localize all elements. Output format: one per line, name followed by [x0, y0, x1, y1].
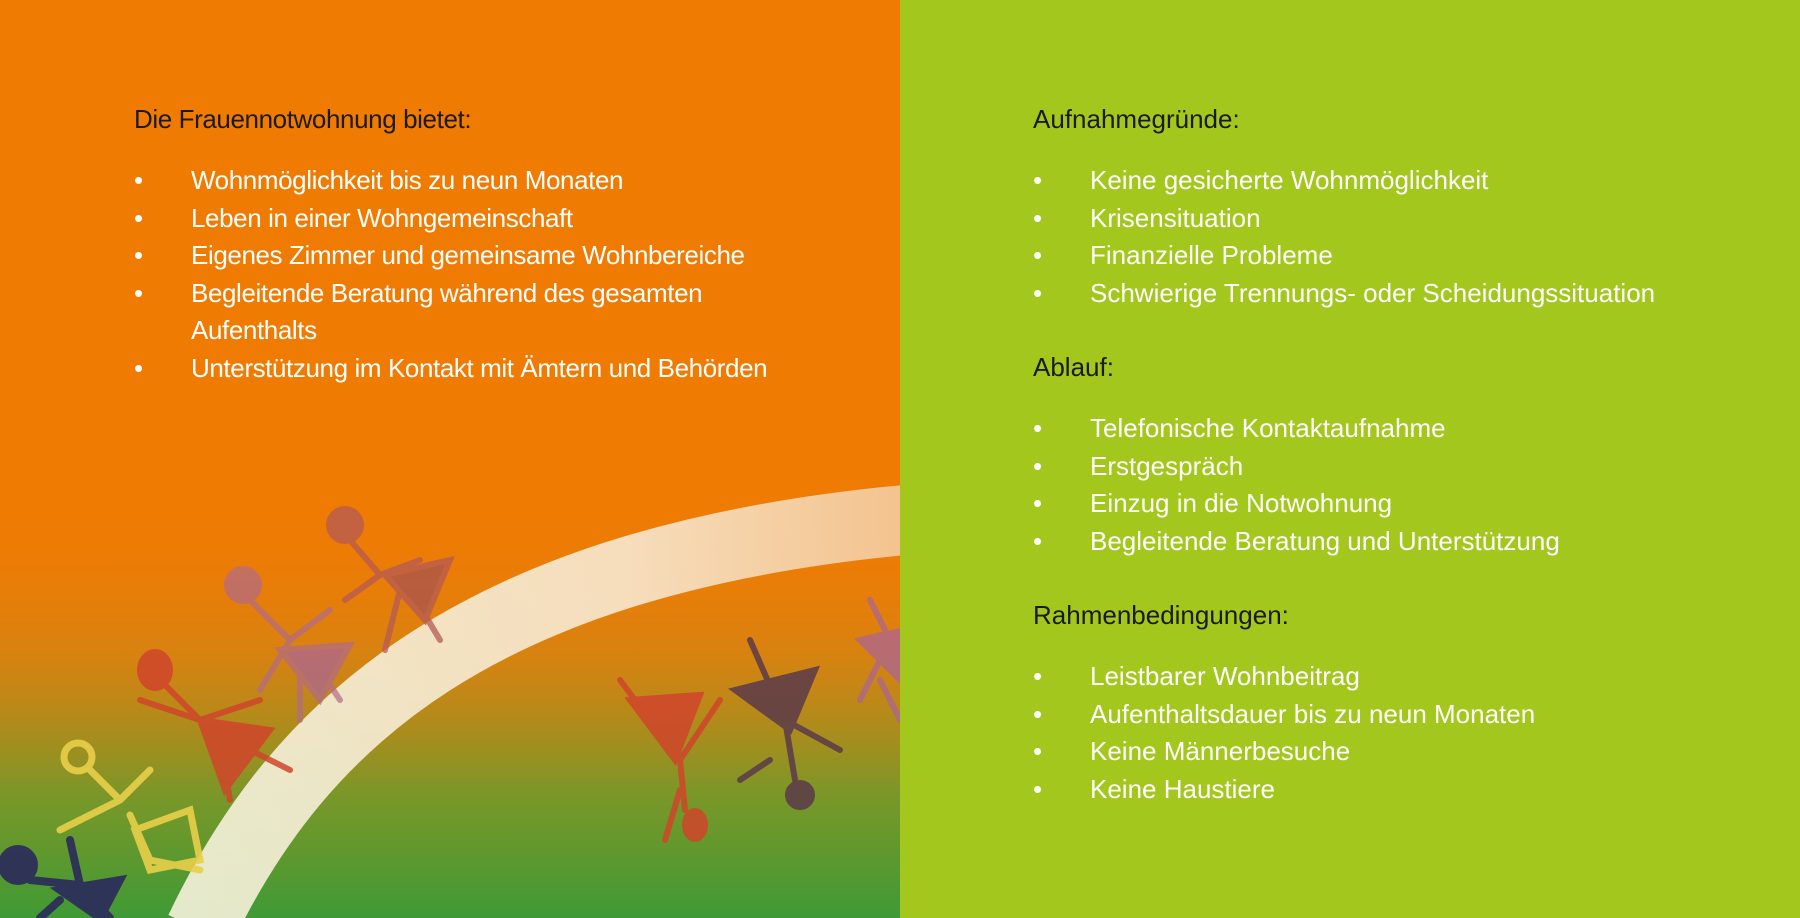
offer-section — [134, 102, 854, 425]
list-item: • Einzug in die Notwohnung — [1033, 485, 1753, 523]
bullet-icon: • — [134, 240, 143, 270]
list-item: • Keine Männerbesuche — [1033, 733, 1753, 771]
bullet-icon: • — [1033, 661, 1043, 691]
procedure-section — [1033, 350, 1753, 560]
list-item: • Telefonische Kontaktaufnahme — [1033, 410, 1753, 448]
list-item: • Keine Haustiere — [1033, 771, 1753, 809]
conditions-heading: Rahmenbedingungen: — [1033, 600, 1289, 630]
bullet-icon: • — [1033, 525, 1043, 556]
conditions-section — [1033, 598, 1753, 808]
bullet-icon: • — [1033, 773, 1043, 804]
list-item: • Leben in einer Wohngemeinschaft — [134, 200, 854, 238]
list-item: • Wohnmöglichkeit bis zu neun Monaten — [134, 162, 854, 200]
list-item: • Leistbarer Wohnbeitrag — [1033, 658, 1753, 696]
admission-reasons-section — [1033, 102, 1753, 312]
list-item: • Keine gesicherte Wohnmöglichkeit — [1033, 162, 1753, 200]
bullet-icon: • — [1033, 413, 1043, 443]
list-item: • Begleitende Beratung und Unterstützung — [1033, 523, 1753, 561]
list-item: • Finanzielle Probleme — [1033, 237, 1753, 275]
bullet-icon: • — [1033, 202, 1043, 233]
list-item: • Aufenthaltsdauer bis zu neun Monaten — [1033, 696, 1753, 734]
procedure-list — [1033, 410, 1753, 560]
bullet-icon: • — [134, 165, 143, 195]
right-column — [1033, 102, 1753, 846]
bullet-icon: • — [1033, 165, 1043, 195]
bullet-icon: • — [1033, 488, 1043, 518]
list-item: • Begleitende Beratung während des gesamten Aufenthalts — [134, 275, 751, 350]
bullet-icon: • — [1033, 698, 1043, 729]
list-item: • Unterstützung im Kontakt mit Ämtern und Behörden — [134, 350, 854, 388]
list-item: • Krisensituation — [1033, 200, 1753, 238]
procedure-heading: Ablauf: — [1033, 352, 1114, 382]
list-item: • Erstgespräch — [1033, 448, 1753, 486]
offer-list — [134, 162, 854, 387]
admission-reasons-list — [1033, 162, 1753, 312]
bullet-icon: • — [1033, 277, 1043, 308]
list-item: • Schwierige Trennungs- oder Scheidungssituation — [1033, 275, 1753, 313]
bullet-icon: • — [1033, 240, 1043, 270]
bullet-icon: • — [134, 352, 143, 383]
list-item: • Eigenes Zimmer und gemeinsame Wohnbereiche — [134, 237, 854, 275]
bullet-icon: • — [134, 277, 143, 308]
conditions-list — [1033, 658, 1753, 808]
bullet-icon: • — [1033, 736, 1043, 766]
bullet-icon: • — [134, 202, 143, 233]
offer-heading: Die Frauennotwohnung bietet: — [134, 104, 472, 134]
bullet-icon: • — [1033, 450, 1043, 481]
admission-reasons-heading: Aufnahmegründe: — [1033, 104, 1240, 134]
